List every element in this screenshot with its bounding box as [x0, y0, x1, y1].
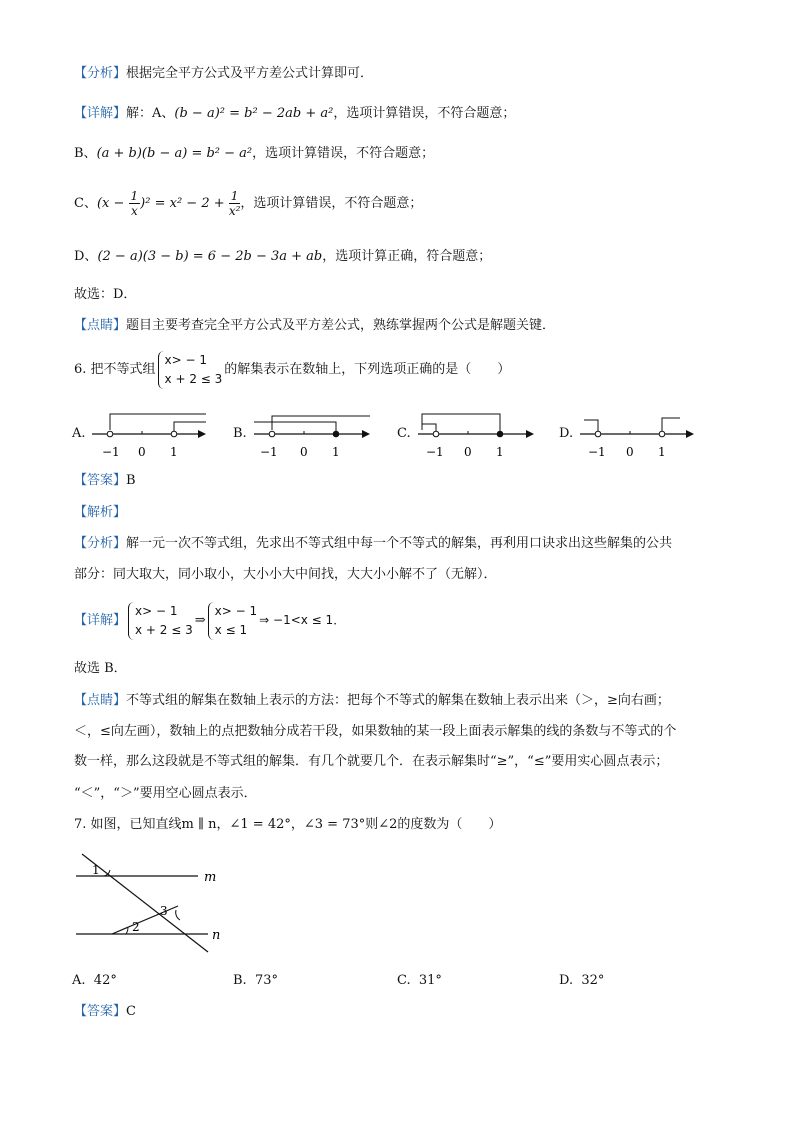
angle-3-label: 3: [160, 904, 168, 918]
system-line-2: x + 2 ≤ 3: [135, 622, 193, 637]
analysis-tag: 【分析】: [74, 536, 127, 551]
system-line-1: x> − 1: [135, 603, 178, 618]
stem-suffix: 的解集表示在数轴上，下列选项正确的是（ ）: [224, 362, 511, 377]
number-line-d: [576, 406, 698, 460]
analysis-text: 根据完全平方公式及平方差公式计算即可．: [126, 66, 374, 81]
option-c-lhs-open: (x −: [96, 196, 125, 211]
answer-value: C: [126, 1004, 136, 1019]
q7-stem: 7. 如图，已知直线m ∥ n，∠1 = 42°，∠3 = 73°则∠2的度数为（ ）: [74, 817, 502, 832]
tick-label: 1: [496, 445, 504, 459]
option-d-result: ，选项计算正确，符合题意；: [322, 249, 492, 264]
option-b-prefix: B、: [74, 146, 97, 161]
fraction-denominator: x: [130, 204, 138, 218]
tick-label: 1: [658, 445, 666, 459]
q6-analysis-line-1: [74, 534, 672, 554]
line-m-label: m: [204, 870, 217, 885]
inequality-system-simplified: [208, 602, 257, 640]
line-n-label: n: [212, 928, 221, 943]
q6-stem: [74, 350, 510, 390]
option-value: 42°: [93, 973, 117, 988]
tick-label: 1: [170, 445, 178, 459]
tick-label: −1: [426, 445, 444, 459]
stem-prefix: 6. 把不等式组: [74, 362, 156, 377]
option-value: 32°: [581, 973, 605, 988]
tick-label: −1: [102, 445, 120, 459]
answer-value: B: [126, 473, 136, 488]
option-c-lhs-close: )²: [140, 196, 151, 211]
option-label: C.: [397, 973, 411, 988]
q7-option-d: [559, 971, 604, 991]
implies-arrow: ⇒: [194, 613, 206, 628]
fraction-numerator: 1: [230, 189, 239, 203]
tick-label: −1: [260, 445, 278, 459]
tick-label: 1: [332, 445, 340, 459]
option-label: B.: [233, 973, 247, 988]
system-line-1: x> − 1: [214, 603, 258, 618]
option-label: A.: [72, 973, 86, 988]
q5-detail-a: [74, 104, 515, 124]
tick-label: 0: [300, 445, 308, 459]
q6-choose: 故选 B．: [74, 661, 127, 676]
option-d-expression: (2 − a)(3 − b) = 6 − 2b − 3a + ab: [97, 249, 323, 264]
option-c-fraction-2: [229, 189, 241, 218]
number-line-a: [88, 406, 208, 460]
option-c-fraction: [129, 189, 141, 218]
tick-label: −1: [588, 445, 606, 459]
option-a-label: A.: [72, 426, 86, 441]
q7-answer: [74, 1002, 136, 1022]
explain-tag: 【解析】: [74, 505, 127, 520]
fraction-denominator: x²: [228, 204, 241, 218]
analysis-tag: 【分析】: [74, 66, 127, 81]
q6-detail: [74, 598, 345, 643]
option-a-expression: (b − a)² = b² − 2ab + a²: [174, 106, 334, 121]
detail-tag: 【详解】: [74, 613, 127, 628]
angle-2-label: 2: [132, 920, 140, 934]
option-c-result: ，选项计算错误，不符合题意；: [240, 196, 423, 211]
q6-analysis-line-2: 部分：同大取大，同小取小，大小小大中间找，大大小小解不了（无解）．: [74, 567, 497, 582]
q6-comment-line-2: ＜，≤向左画），数轴上的点把数轴分成若干段，如果数轴的某一段上面表示解集的线的条数与不等式的个: [74, 724, 677, 739]
q6-comment-line-4: “＜”，“＞”要用空心圆点表示．: [74, 786, 257, 801]
tick-label: 0: [464, 445, 472, 459]
comment-tag: 【点睛】: [74, 318, 127, 333]
option-d-prefix: D、: [74, 249, 98, 264]
q5-detail-d: [74, 247, 491, 267]
inequality-system: [158, 351, 223, 389]
comment-text: 题目主要考查完全平方公式及平方差公式，熟练掌握两个公式是解题关键．: [126, 318, 556, 333]
detail-result: ⇒ −1<x ≤ 1．: [259, 613, 346, 627]
q6-answer: [74, 471, 136, 491]
system-line-1: x> − 1: [164, 352, 208, 367]
option-a-result: ，选项计算错误，不符合题意；: [333, 106, 516, 121]
number-line-b: [250, 406, 372, 460]
option-value: 31°: [418, 973, 442, 988]
system-line-2: x ≤ 1: [214, 622, 248, 637]
option-b-result: ，选项计算错误，不符合题意；: [252, 146, 435, 161]
tick-label: 0: [138, 445, 146, 459]
fraction-numerator: 1: [130, 189, 139, 203]
answer-tag: 【答案】: [74, 1004, 127, 1019]
detail-tag: 【详解】: [74, 106, 127, 121]
q5-detail-c: [74, 188, 422, 220]
q6-explain-heading: [74, 503, 126, 523]
q5-detail-b: [74, 144, 434, 164]
detail-prefix: 解：A、: [126, 106, 175, 121]
inequality-system: [128, 602, 193, 640]
number-line-c: [414, 406, 538, 460]
q6-comment-line-1: [74, 691, 670, 711]
q5-comment: [74, 316, 555, 336]
comment-tag: 【点睛】: [74, 693, 127, 708]
option-b-expression: (a + b)(b − a) = b² − a²: [96, 146, 253, 161]
option-value: 73°: [254, 973, 278, 988]
q7-option-a: [72, 971, 117, 991]
option-d-label: D.: [559, 426, 574, 441]
option-c-prefix: C、: [74, 196, 97, 211]
q5-choose: 故选：D．: [74, 287, 137, 302]
analysis-text: 解一元一次不等式组，先求出不等式组中每一个不等式的解集，再利用口诀求出这些解集的公共: [126, 536, 673, 551]
option-c-rhs: = x² − 2 +: [154, 196, 225, 211]
q5-analysis: [74, 64, 373, 84]
parallel-lines-figure: [70, 848, 230, 958]
comment-text: 不等式组的解集在数轴上表示的方法：把每个不等式的解集在数轴上表示出来（＞，≥向右画；: [126, 693, 670, 708]
tick-label: 0: [626, 445, 634, 459]
q7-option-c: [397, 971, 442, 991]
system-line-2: x + 2 ≤ 3: [164, 371, 223, 386]
option-b-label: B.: [233, 426, 247, 441]
angle-1-label: 1: [92, 863, 100, 877]
option-c-label: C.: [397, 426, 411, 441]
answer-tag: 【答案】: [74, 473, 127, 488]
option-label: D.: [559, 973, 574, 988]
q7-option-b: [233, 971, 278, 991]
q6-comment-line-3: 数一样，那么这段就是不等式组的解集．有几个就要几个．在表示解集时“≥”，“≤”要用实心圆点表示；: [74, 754, 669, 769]
